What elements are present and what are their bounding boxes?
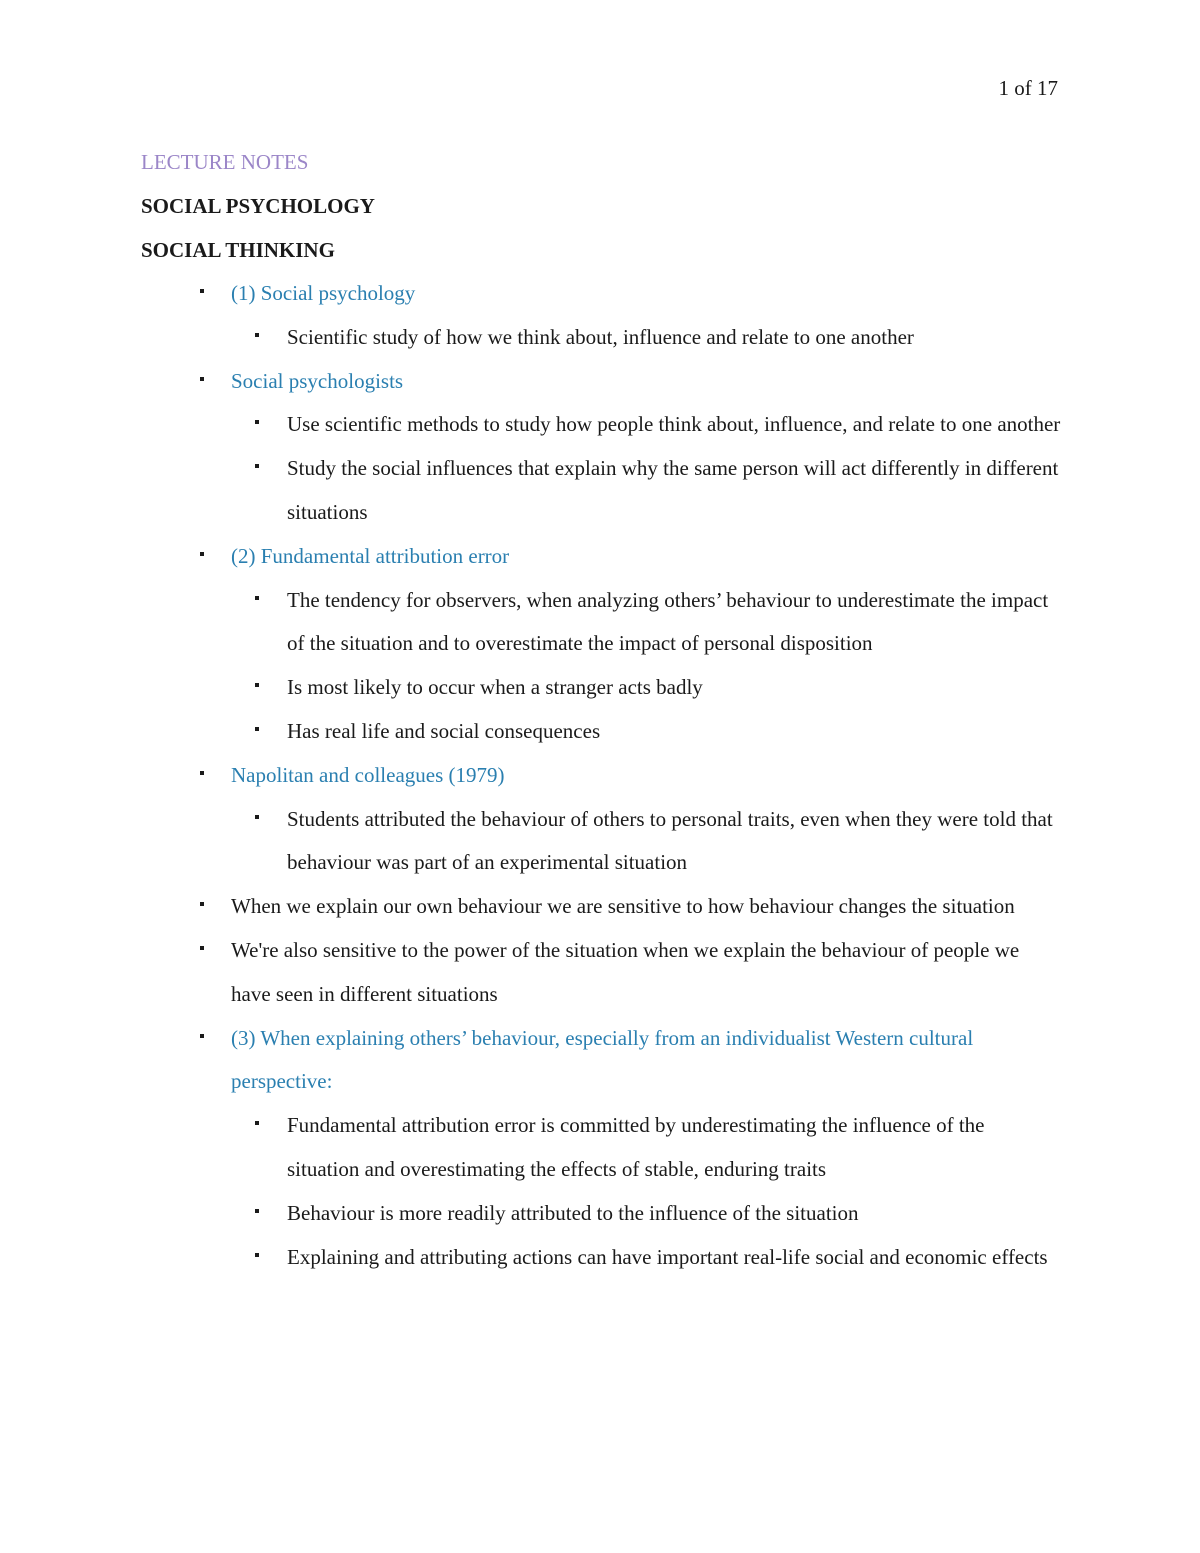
bullet-icon [255, 596, 259, 600]
notes-list [141, 272, 1061, 1279]
list-item-text: When we explain our own behaviour we are sensitive to how behaviour changes the situation [231, 894, 1015, 919]
list-item [141, 535, 1061, 579]
list-item [141, 885, 1061, 929]
section-heading: SOCIAL THINKING [141, 238, 335, 262]
bullet-icon [255, 1253, 259, 1257]
list-item-text: The tendency for observers, when analyzing others’ behaviour to underestimate the impact of the situation and to overestimate the impact of personal disposition [287, 587, 1049, 656]
list-item [141, 579, 1061, 667]
list-item-text: Scientific study of how we think about, influence and relate to one another [287, 324, 914, 349]
bullet-icon [255, 1121, 259, 1125]
list-item-text: Students attributed the behaviour of others to personal traits, even when they were told that behaviour was part of an experimental situation [287, 806, 1053, 875]
list-item-text: (3) When explaining others’ behaviour, especially from an individualist Western cultural perspective: [231, 1025, 974, 1094]
bullet-icon [255, 464, 259, 468]
list-item [141, 316, 1061, 360]
page-number: 1 of 17 [998, 76, 1058, 100]
list-item [141, 1236, 1061, 1280]
list-item-text: (2) Fundamental attribution error [231, 543, 510, 568]
bullet-icon [255, 333, 259, 337]
list-item-text: Explaining and attributing actions can have important real-life social and economic effects [287, 1244, 1048, 1269]
list-item-text: Behaviour is more readily attributed to the influence of the situation [287, 1200, 859, 1225]
document-body [141, 140, 1061, 1279]
bullet-icon [200, 771, 204, 775]
list-item [141, 360, 1061, 404]
list-item [141, 710, 1061, 754]
list-item-text: Has real life and social consequences [287, 718, 601, 743]
subject-heading: SOCIAL PSYCHOLOGY [141, 194, 375, 218]
bullet-icon [200, 289, 204, 293]
list-item [141, 798, 1061, 886]
list-item [141, 1017, 1061, 1105]
bullet-icon [200, 1034, 204, 1038]
bullet-icon [200, 902, 204, 906]
bullet-icon [255, 815, 259, 819]
list-item [141, 403, 1061, 447]
bullet-icon [200, 377, 204, 381]
list-item-text: Fundamental attribution error is committed by underestimating the influence of the situation and overestimating the effects of stable, enduring traits [287, 1113, 985, 1181]
list-item-text: Napolitan and colleagues (1979) [231, 762, 505, 787]
list-item [141, 754, 1061, 798]
bullet-icon [200, 552, 204, 556]
list-item-text: (1) Social psychology [231, 281, 416, 305]
bullet-icon [255, 683, 259, 687]
list-item [141, 666, 1061, 710]
bullet-icon [255, 727, 259, 731]
document-title: LECTURE NOTES [141, 150, 309, 174]
list-item-text: Use scientific methods to study how people think about, influence, and relate to one another [287, 412, 1061, 437]
bullet-icon [255, 1209, 259, 1213]
list-item [141, 1104, 1061, 1192]
list-item [141, 929, 1061, 1017]
list-item-text: We're also sensitive to the power of the situation when we explain the behaviour of people we have seen in different situations [231, 937, 1020, 1006]
list-item-text: Is most likely to occur when a stranger acts badly [287, 675, 703, 700]
list-item-text: Study the social influences that explain why the same person will act differently in different situations [287, 456, 1059, 524]
bullet-icon [200, 946, 204, 950]
list-item [141, 447, 1061, 535]
list-item [141, 272, 1061, 316]
list-item-text: Social psychologists [231, 368, 404, 393]
bullet-icon [255, 420, 259, 424]
list-item [141, 1192, 1061, 1236]
